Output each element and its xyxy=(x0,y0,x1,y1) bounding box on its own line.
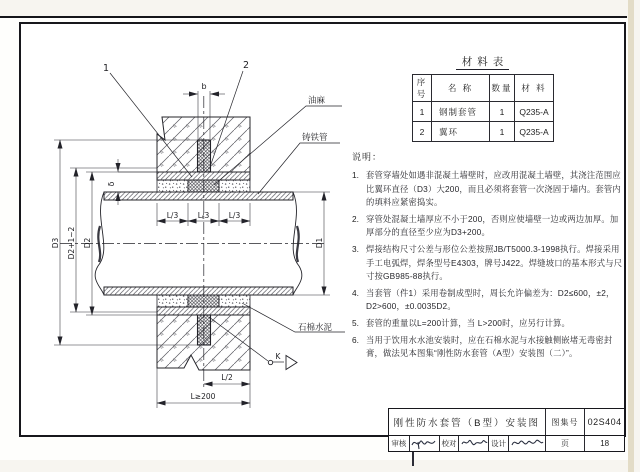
weld-symbol xyxy=(268,356,297,370)
dim-l3-label: L/3 xyxy=(228,211,241,220)
checker-label: 校对 xyxy=(439,436,459,452)
cell-qty: 1 xyxy=(490,102,515,122)
col-header-qty: 数量 xyxy=(490,75,515,102)
designer-signature xyxy=(508,436,545,452)
dim-l3-label: L/3 xyxy=(197,211,210,220)
part1-callout: 1 xyxy=(102,63,110,74)
note-item xyxy=(352,213,624,240)
table-row xyxy=(413,102,554,122)
note-number: 1. xyxy=(352,170,359,180)
signature-row xyxy=(388,435,625,453)
note-text: 穿管处混凝土墙厚应不小于200，否则应使墙壁一边或两边加厚。加厚部分的直径至少应为D3+200。 xyxy=(366,213,619,238)
pipe-wall-bottom xyxy=(104,287,293,295)
note-text: 套管的重量以L=200计算，当 L>200时，应另行计算。 xyxy=(366,317,571,328)
note-number: 6. xyxy=(352,334,359,345)
asbestos-cement-top-left xyxy=(157,180,188,192)
note-item xyxy=(352,169,624,210)
note-item xyxy=(352,243,624,284)
col-header-no: 序号 xyxy=(413,75,432,102)
pipe-break-shade-right xyxy=(297,226,299,262)
note-number: 3. xyxy=(352,243,359,254)
designer-label: 设计 xyxy=(488,436,508,452)
note-item xyxy=(352,334,624,361)
pipe-wall-top xyxy=(104,192,293,200)
title-block xyxy=(388,408,625,436)
dim-l3-label: L/3 xyxy=(166,211,179,220)
note-text: 套管穿墙处如遇非混凝土墙壁时，应改用混凝土墙壁，其浇注范围应比翼环直径（D3）大200，而且必须将套管一次浇固于墙内。套管内的填料应紧密捣实。 xyxy=(366,170,621,208)
dim-d2-tol-label: D2+1~2 xyxy=(67,226,76,260)
cell-qty: 1 xyxy=(490,122,515,142)
cell-no: 2 xyxy=(413,122,432,142)
cell-material: Q235-A xyxy=(515,122,554,142)
notes-heading: 说明： xyxy=(352,152,383,162)
dim-delta-label: δ xyxy=(107,181,116,187)
cell-material: Q235-A xyxy=(515,102,554,122)
reviewer-label: 审核 xyxy=(391,438,407,448)
note-item xyxy=(352,287,624,314)
fold-mark xyxy=(412,452,414,466)
weld-k-label: K xyxy=(275,352,281,361)
pipe-break-shade-left xyxy=(98,226,100,262)
page-title: 刚性防水套管（B型）安装图 xyxy=(393,418,540,429)
checker-signature xyxy=(458,436,488,452)
notes-section xyxy=(352,150,624,364)
table-row xyxy=(413,122,554,142)
dim-b-label: b xyxy=(201,82,207,91)
asbestos-cement-label: 石棉水泥 xyxy=(298,323,333,333)
note-number: 4. xyxy=(352,287,359,298)
dim-l2-label: L/2 xyxy=(221,373,233,382)
col-header-name: 名 称 xyxy=(432,75,490,102)
atlas-number-label: 图集号 xyxy=(545,409,585,435)
dim-lmin-label: L≥200 xyxy=(190,392,216,401)
col-header-material: 材 料 xyxy=(515,75,554,102)
asbestos-cement-top-right xyxy=(219,180,250,192)
note-text: 当用于饮用水水池安装时，应在石棉水泥与水接触侧嵌堵无毒密封膏，做法见本图集“刚性防水套管（A型）安装图（二）”。 xyxy=(366,334,613,359)
atlas-number: 02S404 xyxy=(584,409,624,435)
cell-no: 1 xyxy=(413,102,432,122)
note-text: 焊接结构尺寸公差与形位公差按照JB/T5000.3-1998执行。焊接采用手工电弧焊，焊条型号E4303，牌号J422。焊缝坡口的基本形式与尺寸按GB985-88执行。 xyxy=(366,243,623,282)
dim-d2-label: D2 xyxy=(83,237,92,249)
page-number: 18 xyxy=(584,436,624,452)
cell-name: 翼环 xyxy=(432,122,490,142)
cell-name: 钢制套管 xyxy=(432,102,490,122)
cast-iron-pipe-label: 铸铁管 xyxy=(302,133,328,143)
materials-table-caption: 材料表 xyxy=(412,52,553,70)
note-number: 2. xyxy=(352,213,359,224)
asbestos-cement-bottom-left xyxy=(157,295,188,307)
dim-d1-label: D1 xyxy=(315,237,324,249)
oakum-label: 油麻 xyxy=(308,96,326,106)
note-item xyxy=(352,317,624,331)
materials-table xyxy=(412,74,554,142)
reviewer-signature xyxy=(409,436,439,452)
note-number: 5. xyxy=(352,317,359,328)
dim-d3-label: D3 xyxy=(51,237,60,249)
note-text: 当套管（件1）采用卷制成型时，周长允许偏差为：D2≤600，±2，D2>600，±0.0035D2。 xyxy=(366,287,615,312)
page-label: 页 xyxy=(545,436,585,452)
materials-header-row xyxy=(413,75,554,102)
part2-callout: 2 xyxy=(242,60,250,71)
